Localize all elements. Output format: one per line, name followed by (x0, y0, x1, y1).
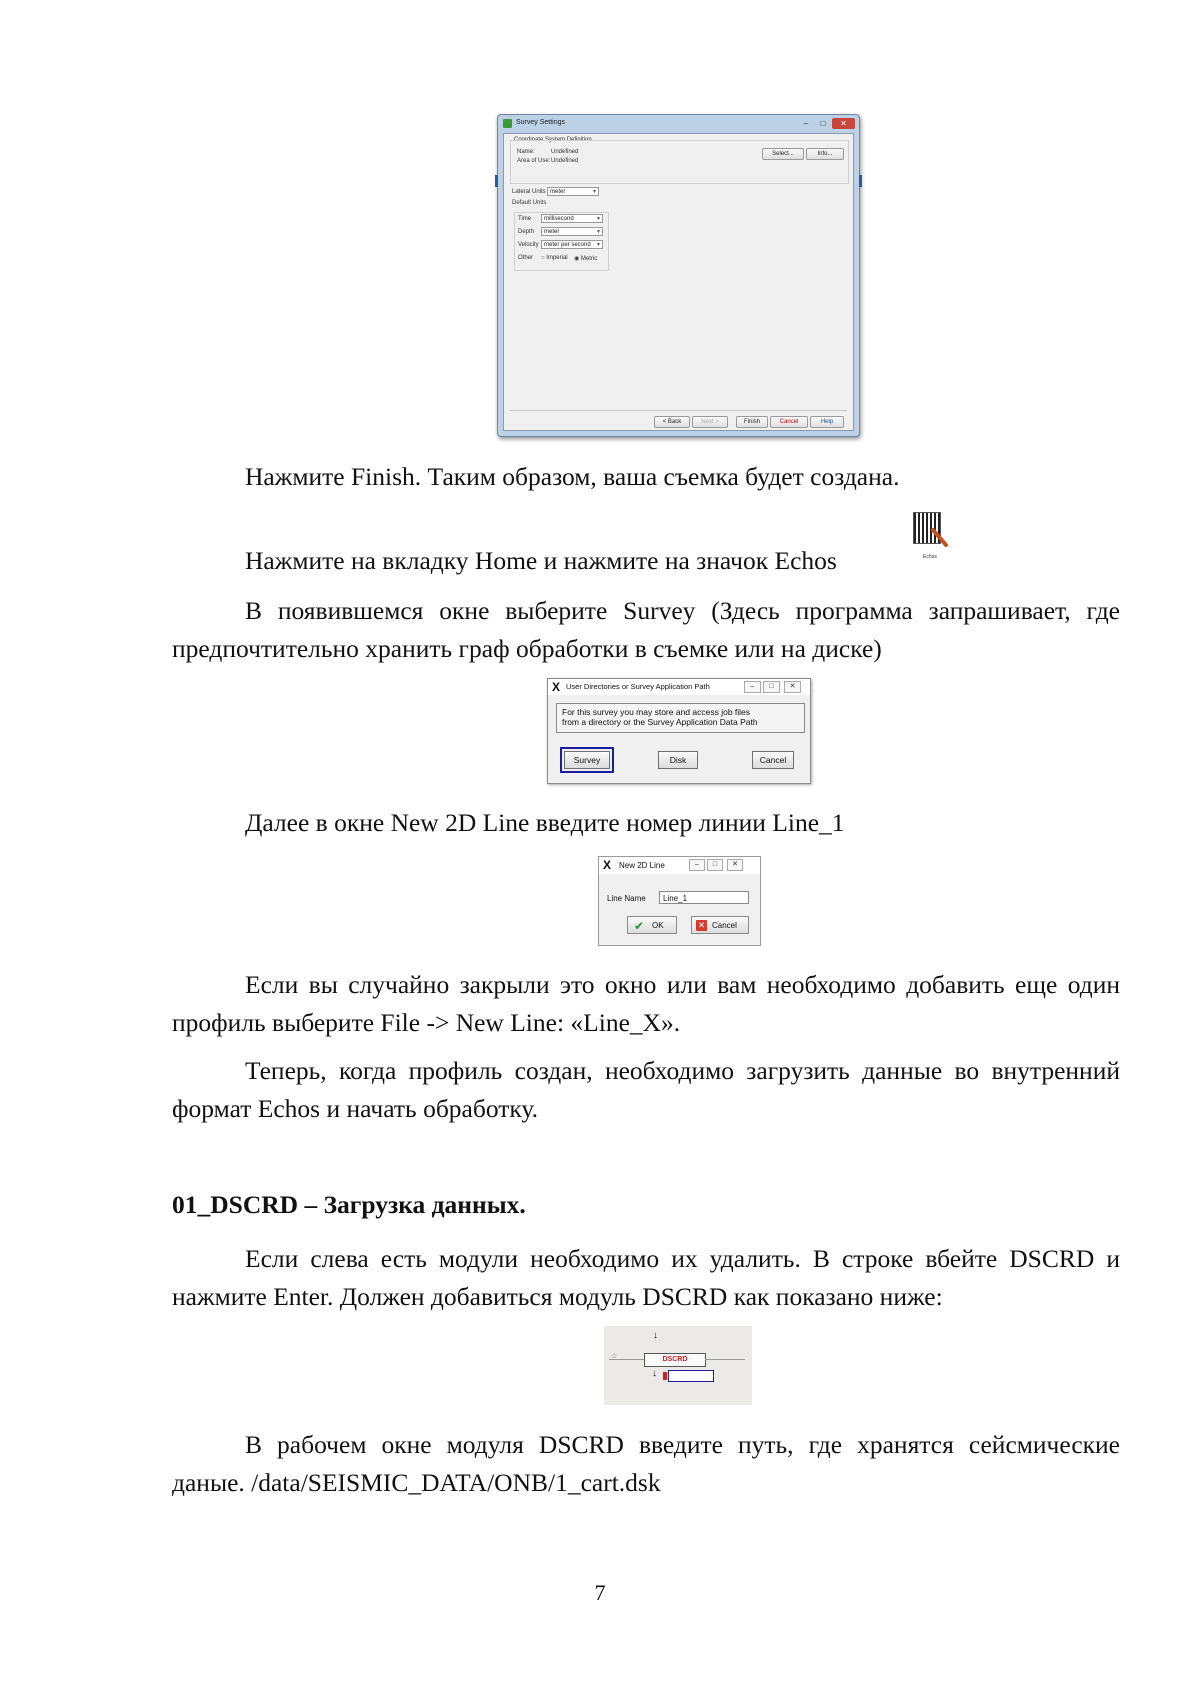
chevron-down-icon: ▼ (596, 242, 601, 248)
coord-group-label: Coordinate System Definition (514, 137, 592, 143)
app-icon (503, 119, 512, 128)
metric-radio[interactable]: ◉ Metric (574, 256, 598, 262)
new-line-titlebar (599, 857, 760, 874)
name-value: Undefined (551, 149, 579, 155)
section-heading: 01_DSCRD – Загрузка данных. (172, 1190, 526, 1219)
survey-settings-client (503, 133, 854, 431)
paragraph-dscrd: Если слева есть модули необходимо их удалить. В строке вбейте DSCRD и нажмите Enter. Должен добавиться модуль DSCRD как показано ниже: (172, 1244, 1120, 1311)
new-line-title: New 2D Line (619, 861, 665, 870)
time-label: Time (518, 216, 532, 222)
message-text (562, 707, 758, 727)
chevron-down-icon: ▼ (596, 229, 601, 235)
depth-label: Depth (518, 229, 535, 235)
flow-connector (705, 1359, 745, 1360)
echos-x-icon: X (603, 858, 612, 872)
lateral-units-select[interactable] (547, 187, 599, 196)
paragraph-dscrd-path: В рабочем окне модуля DSCRD введите путь, где хранятся сейсмические даные. /data/SEISMIC_DATA/ONB/1_cart.dsk (172, 1430, 1120, 1497)
arrow-down-icon: ↓ (652, 1368, 657, 1379)
metric-label: Metric (580, 256, 598, 262)
velocity-value: meter per second (544, 242, 591, 248)
next-button[interactable]: Next > (692, 416, 728, 428)
module-entry-input[interactable] (668, 1370, 714, 1382)
disk-button[interactable]: Disk (658, 751, 698, 769)
depth-value: meter (544, 229, 560, 235)
other-label: Other (518, 255, 534, 261)
message-line: For this survey you may store and access job files (562, 707, 751, 717)
paragraph-file-new-line: Если вы случайно закрыли это окно или вам необходимо добавить еще один профиль выберите File -> New Line: «Line_X». (172, 970, 1120, 1037)
paragraph-load-data: Теперь, когда профиль создан, необходимо загрузить данные во внутренний формат Echos и начать обработку. (172, 1056, 1120, 1123)
close-icon[interactable]: ✕ (832, 118, 855, 129)
survey-settings-window (497, 114, 860, 437)
cancel-x-icon: ✕ (697, 920, 706, 930)
maximize-icon[interactable]: □ (707, 859, 723, 871)
echos-icon-caption: Echos (923, 554, 937, 560)
arrow-down-icon: ↓ (653, 1330, 658, 1341)
velocity-label: Velocity (518, 242, 539, 248)
default-units-label: Default Units (512, 200, 547, 206)
minimize-icon[interactable]: – (744, 681, 761, 693)
new-2d-line-dialog (598, 856, 761, 946)
imperial-radio[interactable]: ○ Imperial (541, 255, 568, 261)
user-directories-dialog (547, 678, 811, 784)
paragraph-echos: Нажмите на вкладку Home и нажмите на значок Echos (245, 546, 837, 575)
cancel-button[interactable]: Cancel (770, 416, 808, 428)
imperial-label: Imperial (546, 255, 568, 261)
line-name-input[interactable]: Line_1 (659, 891, 749, 904)
survey-button[interactable]: Survey (564, 751, 610, 769)
depth-select[interactable] (541, 227, 603, 236)
message-box (556, 703, 805, 733)
minimize-icon[interactable]: – (803, 119, 809, 128)
paragraph-new-line: Далее в окне New 2D Line введите номер линии Line_1 (245, 808, 845, 837)
time-value: millisecond (544, 216, 574, 222)
star-icon: ☆ (611, 1353, 618, 1360)
velocity-select[interactable] (541, 240, 603, 249)
user-directories-titlebar (548, 679, 810, 695)
close-icon[interactable]: ✕ (784, 681, 801, 693)
line-name-label: Line Name (607, 894, 646, 903)
echos-icon (909, 510, 951, 560)
echos-x-icon: X (552, 680, 561, 694)
insert-marker-icon (663, 1372, 667, 1380)
footer-divider (510, 410, 847, 411)
time-select[interactable] (541, 214, 603, 223)
close-icon[interactable]: ✕ (727, 859, 743, 871)
window-edge-marker (495, 175, 498, 187)
area-label: Area of Use: (517, 158, 551, 164)
info-button[interactable]: Info... (806, 148, 844, 160)
user-directories-title: User Directories or Survey Application Path (566, 682, 710, 691)
dscrd-module-box[interactable]: DSCRD (644, 1353, 706, 1367)
message-line: from a directory or the Survey Application Data Path (562, 717, 758, 727)
lateral-units-label: Lateral Units (512, 189, 546, 195)
select-button[interactable]: Select... (762, 148, 804, 160)
name-label: Name: (517, 149, 535, 155)
maximize-icon[interactable]: □ (820, 119, 826, 128)
lateral-units-value: meter (550, 189, 566, 195)
window-edge-marker (859, 175, 862, 187)
minimize-icon[interactable]: – (689, 859, 705, 871)
page-number: 7 (594, 1580, 606, 1605)
maximize-icon[interactable]: □ (763, 681, 780, 693)
paragraph-finish: Нажмите Finish. Таким образом, ваша съемка будет создана. (245, 462, 900, 491)
back-button[interactable]: < Back (654, 416, 690, 428)
cancel-button[interactable]: Cancel (752, 751, 794, 769)
wand-icon (931, 528, 949, 548)
survey-settings-titlebar (498, 115, 859, 133)
ok-label: OK (652, 921, 664, 930)
area-value: Undefined (551, 158, 579, 164)
dscrd-module-flow (604, 1326, 752, 1405)
checkmark-icon: ✔ (634, 919, 645, 933)
cancel-label: Cancel (712, 921, 737, 930)
survey-settings-title: Survey Settings (516, 119, 566, 126)
finish-button[interactable]: Finish (736, 416, 768, 428)
help-button[interactable]: Help (810, 416, 844, 428)
chevron-down-icon: ▼ (592, 189, 597, 195)
paragraph-survey: В появившемся окне выберите Survey (Здесь программа запрашивает, где предпочтительно хранить граф обработки в съемке или на диске) (172, 596, 1120, 663)
ok-button[interactable] (627, 916, 677, 934)
chevron-down-icon: ▼ (596, 216, 601, 222)
cancel-button[interactable] (691, 916, 749, 934)
